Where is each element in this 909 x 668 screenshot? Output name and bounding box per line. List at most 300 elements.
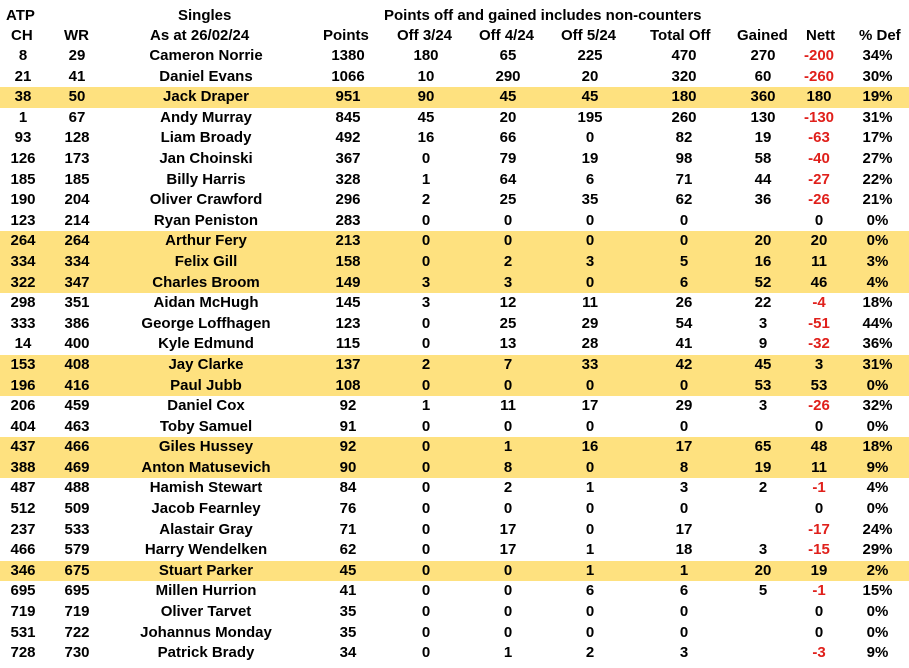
cell-def: 18%: [862, 294, 893, 312]
cell-gained: 270: [750, 47, 776, 64]
cell-off-3-24: 0: [421, 541, 431, 559]
cell-ch: 333: [10, 314, 36, 332]
cell-off-3-24: 0: [421, 211, 431, 229]
cell-wr: 408: [64, 355, 90, 373]
cell-def: 0%: [866, 500, 889, 518]
col-off-4-24: Off 4/24: [479, 27, 535, 44]
player-name: Harry Wendelken: [144, 541, 268, 559]
cell-off-5-24: 19: [581, 149, 599, 167]
cell-points: 158: [335, 252, 361, 270]
cell-off-3-24: 0: [421, 623, 431, 641]
table-row: [0, 334, 909, 355]
cell-def: 44%: [862, 314, 893, 332]
cell-off-5-24: 6: [585, 582, 595, 600]
cell-def: 36%: [862, 335, 893, 353]
cell-total-off: 62: [675, 191, 693, 209]
cell-off-5-24: 33: [581, 355, 599, 373]
table-row: [0, 252, 909, 273]
cell-total-off: 26: [675, 294, 693, 312]
table-row: [0, 355, 909, 376]
cell-off-4-24: 8: [503, 458, 513, 476]
cell-gained: 52: [754, 273, 772, 291]
cell-ch: 21: [14, 67, 32, 85]
cell-off-5-24: 0: [585, 376, 595, 394]
cell-off-5-24: 16: [581, 438, 599, 456]
cell-points: 328: [335, 170, 361, 188]
player-name: Jay Clarke: [168, 355, 244, 373]
cell-ch: 153: [10, 355, 36, 373]
cell-off-5-24: 29: [581, 314, 599, 332]
cell-off-4-24: 25: [499, 191, 517, 209]
cell-off-5-24: 195: [577, 108, 603, 126]
cell-off-5-24: 28: [581, 335, 599, 353]
cell-def: 4%: [866, 479, 889, 497]
player-name: Jack Draper: [163, 88, 249, 106]
cell-def: 22%: [862, 170, 893, 188]
cell-wr: 214: [64, 211, 90, 229]
player-name: Kyle Edmund: [158, 335, 254, 353]
cell-nett: -17: [808, 520, 830, 538]
cell-points: 62: [339, 541, 357, 559]
cell-off-3-24: 10: [417, 67, 435, 85]
cell-nett: 11: [811, 458, 827, 476]
table-row: [0, 458, 909, 479]
cell-nett: -1: [812, 479, 826, 497]
player-name: George Loffhagen: [141, 314, 271, 332]
header-singles: Singles: [178, 7, 232, 24]
table-row: [0, 67, 909, 88]
cell-gained: 45: [754, 355, 772, 373]
cell-off-5-24: 0: [585, 500, 595, 518]
cell-total-off: 320: [671, 67, 697, 85]
cell-gained: 60: [754, 67, 772, 85]
cell-off-3-24: 0: [421, 479, 431, 497]
cell-def: 0%: [866, 211, 889, 229]
cell-def: 9%: [866, 458, 889, 476]
col-points: Points: [323, 27, 369, 44]
cell-points: 76: [339, 500, 357, 518]
cell-gained: 53: [754, 376, 772, 394]
cell-ch: 190: [10, 191, 36, 209]
cell-off-3-24: 0: [421, 376, 431, 394]
cell-off-4-24: 2: [503, 479, 513, 497]
header-atp: ATP: [6, 7, 35, 24]
cell-total-off: 41: [675, 335, 693, 353]
cell-off-5-24: 0: [585, 273, 595, 291]
col-off-5-24: Off 5/24: [561, 27, 617, 44]
cell-nett: -130: [803, 108, 835, 126]
cell-gained: 65: [754, 438, 772, 456]
cell-def: 21%: [862, 191, 893, 209]
cell-off-4-24: 79: [499, 149, 517, 167]
cell-ch: 196: [10, 376, 36, 394]
player-name: Andy Murray: [160, 108, 252, 126]
cell-off-4-24: 290: [495, 67, 521, 85]
cell-total-off: 3: [679, 479, 689, 497]
cell-off-4-24: 3: [503, 273, 513, 291]
cell-off-4-24: 20: [499, 108, 517, 126]
cell-off-4-24: 0: [503, 211, 513, 229]
cell-gained: 36: [754, 191, 772, 209]
cell-off-3-24: 180: [413, 47, 439, 64]
cell-points: 1066: [331, 67, 365, 85]
player-name: Oliver Crawford: [149, 191, 263, 209]
table-row: [0, 478, 909, 499]
cell-off-5-24: 17: [581, 397, 599, 415]
cell-nett: 46: [810, 273, 828, 291]
col-wr: WR: [64, 27, 89, 44]
cell-def: 24%: [862, 520, 893, 538]
cell-wr: 67: [68, 108, 86, 126]
cell-off-4-24: 7: [503, 355, 513, 373]
col-def: % Def: [859, 27, 901, 44]
cell-points: 35: [339, 603, 357, 621]
cell-wr: 730: [64, 644, 90, 662]
cell-points: 34: [339, 644, 357, 662]
player-name: Jan Choinski: [159, 149, 253, 167]
cell-points: 283: [335, 211, 361, 229]
table-row: [0, 396, 909, 417]
cell-off-3-24: 0: [421, 417, 431, 435]
table-row: [0, 643, 909, 664]
table-row: [0, 108, 909, 129]
cell-gained: 2: [758, 479, 768, 497]
cell-wr: 509: [64, 500, 90, 518]
cell-off-4-24: 11: [500, 397, 516, 415]
cell-ch: 14: [14, 335, 32, 353]
col-off-3-24: Off 3/24: [397, 27, 453, 44]
table-row: [0, 376, 909, 397]
cell-points: 108: [335, 376, 361, 394]
cell-wr: 204: [64, 191, 90, 209]
cell-nett: -1: [812, 582, 826, 600]
cell-off-3-24: 16: [417, 129, 435, 147]
player-name: Paul Jubb: [170, 376, 242, 394]
cell-ch: 487: [10, 479, 36, 497]
cell-nett: 48: [810, 438, 828, 456]
cell-off-3-24: 0: [421, 252, 431, 270]
cell-off-5-24: 0: [585, 603, 595, 621]
cell-total-off: 0: [679, 232, 689, 250]
cell-nett: 53: [810, 376, 828, 394]
cell-gained: 9: [758, 335, 768, 353]
cell-off-5-24: 35: [581, 191, 599, 209]
cell-points: 71: [339, 520, 357, 538]
cell-off-5-24: 1: [585, 541, 595, 559]
cell-total-off: 29: [675, 397, 693, 415]
cell-ch: 728: [10, 644, 36, 662]
cell-total-off: 260: [671, 108, 697, 126]
cell-def: 0%: [866, 376, 889, 394]
header-note: Points off and gained includes non-counters: [384, 7, 702, 24]
player-name: Oliver Tarvet: [160, 603, 252, 621]
table-row: [0, 46, 909, 67]
player-name: Cameron Norrie: [149, 47, 263, 64]
cell-off-5-24: 0: [585, 211, 595, 229]
cell-nett: 0: [814, 603, 824, 621]
table-body: [0, 46, 909, 664]
cell-wr: 50: [68, 88, 86, 106]
cell-off-3-24: 3: [421, 273, 431, 291]
cell-off-4-24: 0: [503, 603, 513, 621]
cell-off-3-24: 0: [421, 520, 431, 538]
cell-off-3-24: 2: [421, 355, 431, 373]
cell-off-4-24: 1: [503, 438, 513, 456]
cell-off-3-24: 1: [421, 397, 431, 415]
cell-gained: 16: [754, 252, 772, 270]
cell-off-3-24: 0: [421, 438, 431, 456]
cell-points: 137: [335, 355, 361, 373]
table-row: [0, 417, 909, 438]
cell-nett: -200: [803, 47, 835, 64]
table-row: [0, 190, 909, 211]
cell-off-3-24: 0: [421, 582, 431, 600]
col-ch: CH: [11, 27, 33, 44]
cell-off-4-24: 65: [499, 47, 517, 64]
cell-ch: 237: [10, 520, 36, 538]
cell-off-5-24: 0: [585, 232, 595, 250]
cell-wr: 29: [68, 47, 86, 64]
table-row: [0, 581, 909, 602]
cell-def: 3%: [866, 252, 889, 270]
cell-total-off: 180: [671, 88, 697, 106]
cell-def: 4%: [866, 273, 889, 291]
player-name: Arthur Fery: [165, 232, 247, 250]
cell-off-3-24: 0: [421, 603, 431, 621]
cell-off-3-24: 0: [421, 500, 431, 518]
cell-def: 2%: [866, 561, 889, 579]
cell-off-4-24: 64: [499, 170, 517, 188]
cell-off-3-24: 3: [421, 294, 431, 312]
cell-def: 0%: [866, 417, 889, 435]
table-row: [0, 314, 909, 335]
cell-wr: 722: [64, 623, 90, 641]
cell-nett: -26: [808, 397, 830, 415]
player-name: Alastair Gray: [159, 520, 253, 538]
cell-gained: 22: [754, 294, 772, 312]
cell-off-3-24: 0: [421, 314, 431, 332]
cell-off-4-24: 0: [503, 582, 513, 600]
cell-def: 19%: [862, 88, 893, 106]
cell-def: 18%: [862, 438, 893, 456]
cell-off-4-24: 0: [503, 417, 513, 435]
cell-wr: 185: [64, 170, 90, 188]
cell-off-4-24: 17: [499, 520, 517, 538]
cell-wr: 488: [64, 479, 90, 497]
cell-points: 213: [335, 232, 361, 250]
cell-off-5-24: 11: [582, 294, 598, 312]
header-as-at: As at 26/02/24: [150, 27, 250, 44]
cell-off-4-24: 0: [503, 500, 513, 518]
table-row: [0, 128, 909, 149]
cell-gained: 130: [750, 108, 776, 126]
cell-gained: 44: [754, 170, 772, 188]
cell-off-3-24: 0: [421, 232, 431, 250]
cell-gained: 19: [754, 458, 772, 476]
cell-gained: 20: [754, 232, 772, 250]
player-name: Felix Gill: [174, 252, 238, 270]
cell-points: 41: [339, 582, 357, 600]
cell-off-5-24: 225: [577, 47, 603, 64]
cell-off-5-24: 1: [585, 479, 595, 497]
cell-nett: 0: [814, 211, 824, 229]
cell-ch: 185: [10, 170, 36, 188]
cell-points: 123: [335, 314, 361, 332]
cell-off-5-24: 3: [585, 252, 595, 270]
cell-points: 115: [335, 335, 361, 353]
cell-points: 91: [339, 417, 357, 435]
cell-nett: -26: [808, 191, 830, 209]
cell-off-3-24: 45: [417, 108, 435, 126]
cell-off-5-24: 20: [581, 67, 599, 85]
cell-gained: 360: [750, 88, 776, 106]
player-name: Liam Broady: [160, 129, 252, 147]
cell-total-off: 6: [679, 273, 689, 291]
cell-points: 92: [339, 397, 357, 415]
table-row: [0, 293, 909, 314]
cell-def: 31%: [862, 108, 893, 126]
cell-wr: 579: [64, 541, 90, 559]
cell-total-off: 0: [679, 376, 689, 394]
cell-nett: 0: [814, 500, 824, 518]
cell-off-4-24: 0: [503, 561, 513, 579]
cell-nett: -4: [812, 294, 826, 312]
cell-total-off: 18: [675, 541, 693, 559]
table-row: [0, 273, 909, 294]
cell-total-off: 0: [679, 603, 689, 621]
cell-wr: 173: [64, 149, 90, 167]
cell-ch: 264: [10, 232, 36, 250]
cell-total-off: 3: [679, 644, 689, 662]
cell-def: 32%: [862, 397, 893, 415]
cell-total-off: 8: [679, 458, 689, 476]
cell-off-5-24: 0: [585, 458, 595, 476]
cell-def: 0%: [866, 232, 889, 250]
cell-ch: 8: [18, 47, 28, 64]
cell-total-off: 0: [679, 623, 689, 641]
cell-nett: -40: [808, 149, 830, 167]
table-row: [0, 561, 909, 582]
cell-off-3-24: 0: [421, 458, 431, 476]
table-row: [0, 623, 909, 644]
cell-ch: 719: [10, 603, 36, 621]
player-name: Giles Hussey: [158, 438, 254, 456]
cell-nett: 0: [814, 623, 824, 641]
cell-wr: 416: [64, 376, 90, 394]
cell-off-3-24: 0: [421, 149, 431, 167]
table-row: [0, 499, 909, 520]
table-row: [0, 520, 909, 541]
cell-points: 145: [335, 294, 361, 312]
cell-total-off: 6: [679, 582, 689, 600]
cell-nett: -15: [808, 541, 830, 559]
cell-gained: 19: [754, 129, 772, 147]
cell-ch: 531: [10, 623, 36, 641]
player-name: Johannus Monday: [140, 623, 272, 641]
table-row: [0, 231, 909, 252]
cell-off-4-24: 13: [499, 335, 517, 353]
cell-def: 27%: [862, 149, 893, 167]
cell-wr: 466: [64, 438, 90, 456]
cell-off-4-24: 0: [503, 376, 513, 394]
cell-wr: 695: [64, 582, 90, 600]
cell-nett: 19: [810, 561, 828, 579]
table-row: [0, 211, 909, 232]
cell-wr: 400: [64, 335, 90, 353]
player-name: Billy Harris: [166, 170, 246, 188]
cell-total-off: 82: [675, 129, 693, 147]
cell-ch: 437: [10, 438, 36, 456]
cell-ch: 404: [10, 417, 36, 435]
table-row: [0, 170, 909, 191]
cell-points: 35: [339, 623, 357, 641]
cell-wr: 463: [64, 417, 90, 435]
cell-wr: 719: [64, 603, 90, 621]
cell-off-4-24: 66: [499, 129, 517, 147]
cell-ch: 512: [10, 500, 36, 518]
cell-def: 0%: [866, 603, 889, 621]
player-name: Patrick Brady: [157, 644, 255, 662]
cell-off-5-24: 0: [585, 520, 595, 538]
cell-off-4-24: 1: [503, 644, 513, 662]
cell-off-3-24: 90: [417, 88, 435, 106]
cell-ch: 123: [10, 211, 36, 229]
cell-ch: 93: [14, 129, 32, 147]
cell-ch: 298: [10, 294, 36, 312]
cell-ch: 695: [10, 582, 36, 600]
cell-ch: 1: [18, 108, 28, 126]
cell-total-off: 54: [675, 314, 693, 332]
table-row: [0, 540, 909, 561]
cell-off-3-24: 0: [421, 335, 431, 353]
col-gained: Gained: [737, 27, 788, 44]
cell-off-3-24: 0: [421, 561, 431, 579]
cell-off-3-24: 1: [421, 170, 431, 188]
cell-total-off: 1: [679, 561, 689, 579]
cell-off-4-24: 0: [503, 232, 513, 250]
cell-points: 45: [339, 561, 357, 579]
cell-total-off: 5: [679, 252, 689, 270]
cell-def: 30%: [862, 67, 893, 85]
cell-total-off: 17: [675, 438, 693, 456]
player-name: Daniel Cox: [167, 397, 245, 415]
cell-wr: 533: [64, 520, 90, 538]
col-nett: Nett: [806, 27, 836, 44]
cell-gained: 5: [758, 582, 768, 600]
cell-total-off: 42: [675, 355, 693, 373]
cell-ch: 206: [10, 397, 36, 415]
cell-gained: 58: [754, 149, 772, 167]
col-total-off: Total Off: [650, 27, 711, 44]
cell-wr: 41: [68, 67, 86, 85]
cell-nett: 11: [811, 252, 827, 270]
cell-total-off: 17: [675, 520, 693, 538]
cell-nett: -51: [808, 314, 830, 332]
cell-points: 367: [335, 149, 361, 167]
cell-gained: 3: [758, 314, 768, 332]
cell-off-4-24: 2: [503, 252, 513, 270]
player-name: Charles Broom: [152, 273, 260, 291]
cell-ch: 466: [10, 541, 36, 559]
cell-nett: -3: [812, 644, 826, 662]
player-name: Aidan McHugh: [153, 294, 259, 312]
player-name: Anton Matusevich: [141, 458, 271, 476]
player-name: Daniel Evans: [159, 67, 253, 85]
cell-wr: 469: [64, 458, 90, 476]
cell-points: 845: [335, 108, 361, 126]
cell-nett: -32: [808, 335, 830, 353]
player-name: Stuart Parker: [158, 561, 254, 579]
